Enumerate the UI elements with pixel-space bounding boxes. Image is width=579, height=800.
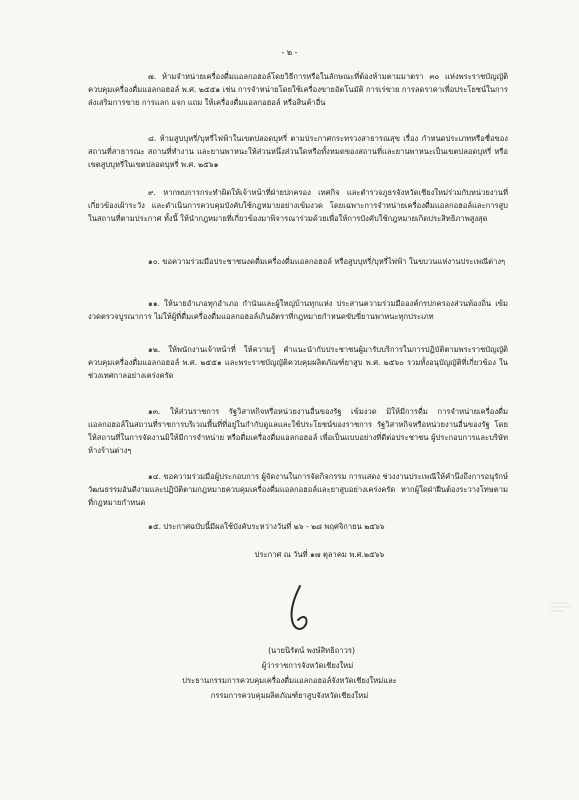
clause-9: ๙. หากพบการกระทำผิดให้เจ้าหน้าที่ฝ่ายปกครอง เทศกิจ และตำรวจภูธรจังหวัดเชียงใหม่ร่วมกับหน่วยงานที่เกี่ยวข้องเฝ้าระวัง และดำเนินการควบคุมบังคับใช้กฎหมายอย่างเข้มงวด โดยเฉพาะการจำหน่ายเครื่องดื่มแอลกอฮอล์และการสูบในสถานที่ตามประกาศ ทั้งนี้ ให้นำกฎหมายที่เกี่ยวข้องมาพิจารณาร่วมด้วยเพื่อให้การบังคับใช้กฎหมายเกิดประสิทธิภาพสูงสุด xyxy=(88,188,508,223)
clause-11: ๑๑. ให้นายอำเภอทุกอำเภอ กำนันและผู้ใหญ่บ้านทุกแห่ง ประสานความร่วมมือองค์กรปกครองส่วนท้องถิ่น เข้มงวดตรวจบูรณาการ ไม่ให้ผู้ที่ดื่มเครื่องดื่มแอลกอฮอล์เกินอัตราที่กฎหมายกำหนดขับขี่ยานพาหนะทุกประเภท xyxy=(88,299,508,321)
clause-13: ๑๓. ให้ส่วนราชการ รัฐวิสาหกิจหรือหน่วยงานอื่นของรัฐ เข้มงวด มิให้มีการดื่ม การจำหน่ายเครื่องดื่มแอลกอฮอล์ในสถานที่ราชการบริเวณพื้นที่ที่อยู่ในกำกับดูแลและใช้ประโยชน์ของราชการ รัฐวิสาหกิจหรือหน่วยงานอื่นของรัฐ โดยให้สถานที่ในการจัดงานมิให้มีการจำหน่าย หรือดื่มเครื่องดื่มแอลกอฮอล์ เพื่อเป็นแบบอย่างที่ดีต่อประชาชน ผู้ประกอบการและบริษัทห้างร้านต่างๆ xyxy=(88,407,508,455)
clause-7: ๗. ห้ามจำหน่ายเครื่องดื่มแอลกอฮอล์โดยวิธีการหรือในลักษณะที่ต้องห้ามตามมาตรา ๓๐ แห่งพระราชบัญญัติควบคุมเครื่องดื่มแอลกอฮอล์ พ.ศ. ๒๕๕๑ เช่น การจำหน่ายโดยใช้เครื่องขายอัตโนมัติ การเร่ขาย การลดราคาเพื่อประโยชน์ในการส่งเสริมการขาย การแลก แจก แถม ให้เครื่องดื่มแอลกอฮอล์ หรือสินค้าอื่น xyxy=(88,72,508,107)
announce-date: ประกาศ ณ วันที่ ๑๗ ตุลาคม พ.ศ.๒๕๖๖ xyxy=(254,550,385,559)
signer-position: ผู้ว่าราชการจังหวัดเชียงใหม่ xyxy=(261,661,354,670)
edge-scan-mark xyxy=(548,600,572,614)
clause-10: ๑๐. ขอความร่วมมือประชาชนงดดื่มเครื่องดื่มแอลกอฮอล์ หรือสูบบุหรี่/บุหรี่ไฟฟ้า ในขบวนแห่งานประเพณีต่างๆ xyxy=(148,257,506,266)
signature-mark xyxy=(268,580,328,640)
signer-role-1: ประธานกรรมการควบคุมเครื่องดื่มแอลกอฮอล์จังหวัดเชียงใหม่และ xyxy=(182,676,397,685)
signer-role-2: กรรมการควบคุมผลิตภัณฑ์ยาสูบจังหวัดเชียงใหม่ xyxy=(210,691,369,700)
clause-14: ๑๔. ขอความร่วมมือผู้ประกอบการ ผู้จัดงานในการจัดกิจกรรม การแสดง ช่วงงานประเพณีให้คำนึงถึงการอนุรักษ์วัฒนธรรมอันดีงามและปฏิบัติตามกฎหมายควบคุมเครื่องดื่มแอลกอฮอล์และยาสูบอย่างเคร่งครัด หากผู้ใดฝ่าฝืนต้องระวางโทษตามที่กฎหมายกำหนด xyxy=(88,472,508,507)
clause-12: ๑๒. ให้พนักงานเจ้าหน้าที่ ให้ความรู้ คำแนะนำกับประชาชนผู้มารับบริการในการปฏิบัติตามพระราชบัญญัติควบคุมเครื่องดื่มแอลกอฮอล์ พ.ศ. ๒๕๕๑ และพระราชบัญญัติควบคุมผลิตภัณฑ์ยาสูบ พ.ศ. ๒๕๖๐ รวมทั้งอนุบัญญัติที่เกี่ยวข้อง ในช่วงเทศกาลอย่างเคร่งครัด xyxy=(88,345,508,380)
clause-8: ๘. ห้ามสูบบุหรี่/บุหรี่ไฟฟ้าในเขตปลอดบุหรี่ ตามประกาศกระทรวงสาธารณสุข เรื่อง กำหนดประเภทหรือชื่อของสถานที่สาธารณะ สถานที่ทำงาน และยานพาหนะให้ส่วนหนึ่งส่วนใดหรือทั้งหมดของสถานที่และยานพาหนะเป็นเขตปลอดบุหรี่ หรือเขตสูบบุหรี่ในเขตปลอดบุหรี่ พ.ศ. ๒๕๖๑ xyxy=(88,134,508,169)
signer-name: (นายนิรัตน์ พงษ์สิทธิถาวร) xyxy=(268,646,355,655)
page-number: - ๒ - xyxy=(281,48,298,57)
effective-period: ๑๕. ประกาศฉบับนี้มีผลใช้บังคับระหว่างวันที่ ๒๖ - ๒๘ พฤศจิกายน ๒๕๖๖ xyxy=(148,522,385,531)
